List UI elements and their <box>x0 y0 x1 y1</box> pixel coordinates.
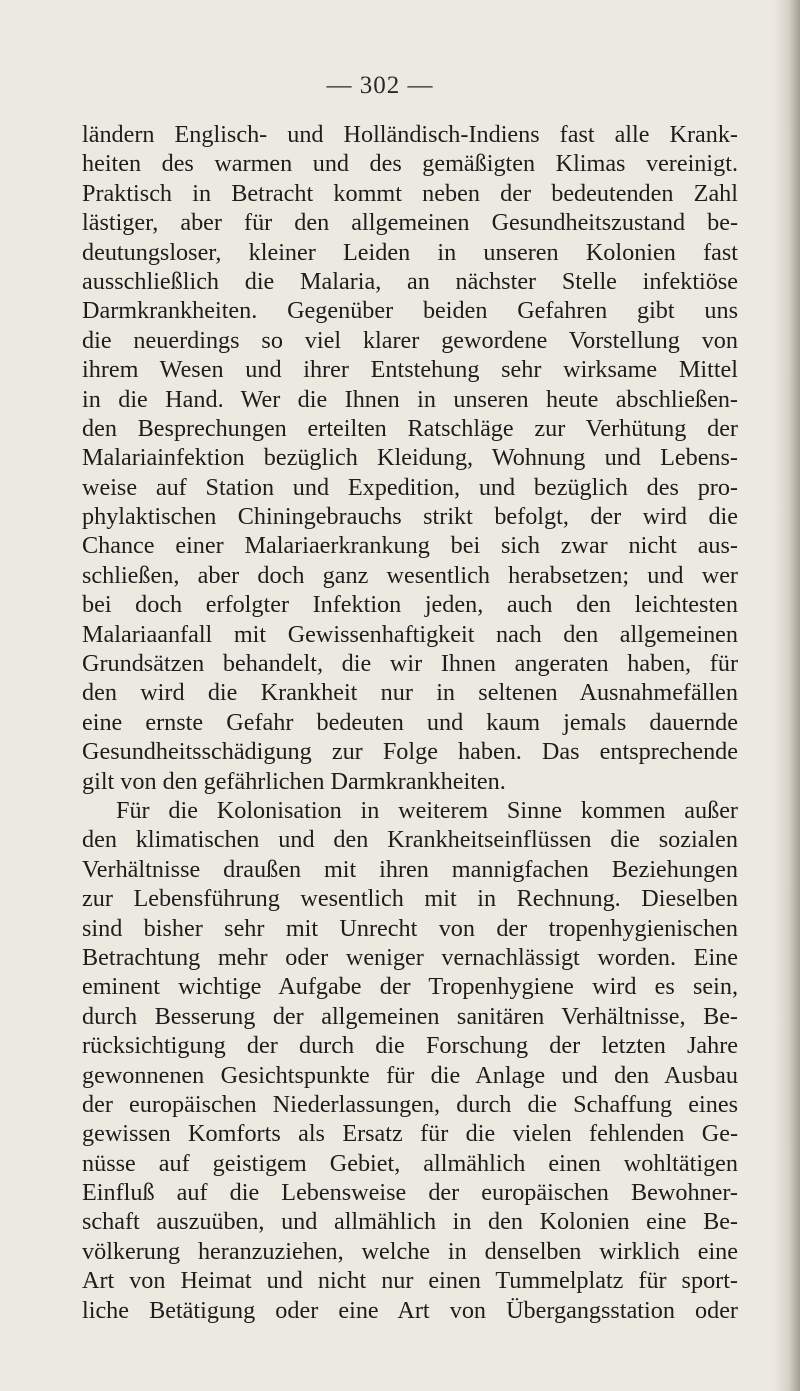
text-line: Art von Heimat und nicht nur einen Tummelplatz für sport- <box>82 1267 738 1295</box>
text-line: ihrem Wesen und ihrer Entstehung sehr wirksame Mittel <box>82 356 738 384</box>
text-line: ländern Englisch- und Holländisch-Indiens fast alle Krank- <box>82 121 738 148</box>
text-line: den klimatischen und den Krankheitseinflüssen die sozialen <box>82 826 738 854</box>
text-line: Malariaanfall mit Gewissenhaftigkeit nach den allgemeinen <box>82 620 738 648</box>
text-line: Malariainfektion bezüglich Kleidung, Wohnung und Lebens- <box>82 444 738 472</box>
text-line: völkerung heranzuziehen, welche in denselben wirklich eine <box>82 1237 738 1265</box>
text-line: rücksichtigung der durch die Forschung der letzten Jahre <box>82 1032 738 1060</box>
text-line: bei doch erfolgter Infektion jeden, auch den leichtesten <box>82 591 738 619</box>
text-line: deutungsloser, kleiner Leiden in unseren Kolonien fast <box>82 238 738 266</box>
text-line: nüsse auf geistigem Gebiet, allmählich einen wohltätigen <box>82 1149 738 1177</box>
page-edge-shadow <box>774 0 800 1391</box>
text-line: in die Hand. Wer die Ihnen in unseren heute abschließen- <box>82 385 738 413</box>
text-line: Praktisch in Betracht kommt neben der bedeutenden Zahl <box>82 179 738 207</box>
text-line: phylaktischen Chiningebrauchs strikt befolgt, der wird die <box>82 503 738 531</box>
text-line: schließen, aber doch ganz wesentlich herabsetzen; und wer <box>82 561 738 589</box>
text-line: den wird die Krankheit nur in seltenen Ausnahmefällen <box>82 679 738 707</box>
text-line: den Besprechungen erteilten Ratschläge zur Verhütung der <box>82 414 738 442</box>
text-line: zur Lebensführung wesentlich mit in Rechnung. Dieselben <box>82 885 738 913</box>
text-line: Für die Kolonisation in weiterem Sinne kommen außer <box>116 796 738 824</box>
text-line: gewonnenen Gesichtspunkte für die Anlage und den Ausbau <box>82 1061 738 1089</box>
text-line: die neuerdings so viel klarer gewordene Vorstellung von <box>82 326 738 354</box>
text-line: Darmkrankheiten. Gegenüber beiden Gefahren gibt uns <box>82 297 738 325</box>
text-line: schaft auszuüben, und allmählich in den Kolonien eine Be- <box>82 1208 738 1236</box>
text-line: sind bisher sehr mit Unrecht von der tropenhygienischen <box>82 914 738 942</box>
text-line: Grundsätzen behandelt, die wir Ihnen angeraten haben, für <box>82 650 738 678</box>
text-line: gewissen Komforts als Ersatz für die vielen fehlenden Ge- <box>82 1120 738 1148</box>
text-line: Verhältnisse draußen mit ihren mannigfachen Beziehungen <box>82 855 738 883</box>
text-line: weise auf Station und Expedition, und bezüglich des pro- <box>82 473 738 501</box>
text-line: Gesundheitsschädigung zur Folge haben. Das entsprechende <box>82 738 738 766</box>
text-line: heiten des warmen und des gemäßigten Klimas vereinigt. <box>82 150 738 178</box>
page-number: — 302 — <box>326 72 434 99</box>
text-line: Chance einer Malariaerkrankung bei sich zwar nicht aus- <box>82 532 738 560</box>
text-line: liche Betätigung oder eine Art von Übergangsstation oder <box>82 1296 738 1324</box>
text-line: eminent wichtige Aufgabe der Tropenhygiene wird es sein, <box>82 973 738 1001</box>
body-text <box>82 120 738 1325</box>
text-line: eine ernste Gefahr bedeuten und kaum jemals dauernde <box>82 708 738 736</box>
text-line: Betrachtung mehr oder weniger vernachlässigt worden. Eine <box>82 943 738 971</box>
text-line: Einfluß auf die Lebensweise der europäischen Bewohner- <box>82 1179 738 1207</box>
text-line: lästiger, aber für den allgemeinen Gesundheitszustand be- <box>82 209 738 237</box>
text-line: gilt von den gefährlichen Darmkrankheiten. <box>82 767 506 795</box>
text-line: der europäischen Niederlassungen, durch die Schaffung eines <box>82 1090 738 1118</box>
text-line: durch Besserung der allgemeinen sanitären Verhältnisse, Be- <box>82 1002 738 1030</box>
text-line: ausschließlich die Malaria, an nächster Stelle infektiöse <box>82 267 738 295</box>
